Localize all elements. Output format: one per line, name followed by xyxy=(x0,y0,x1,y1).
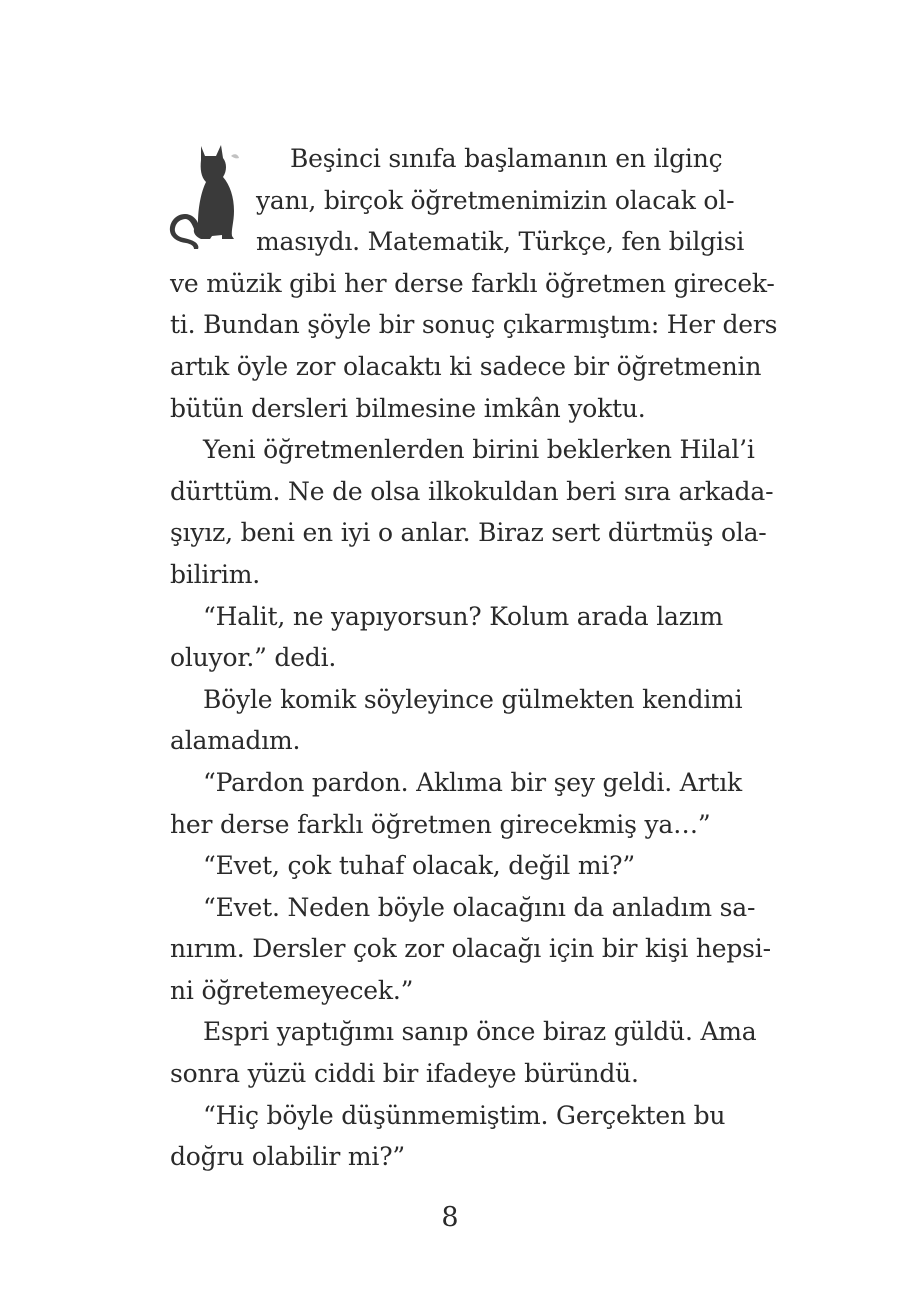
text-line: “Pardon pardon. Aklıma bir şey geldi. Artık xyxy=(203,767,742,797)
paragraph xyxy=(170,138,778,429)
text-line: şıyız, beni en iyi o anlar. Biraz sert dürtmüş ola- xyxy=(170,518,767,548)
text-line: alamadım. xyxy=(170,726,301,756)
text-line: sonra yüzü ciddi bir ifadeye büründü. xyxy=(170,1059,639,1089)
page-number: 8 xyxy=(441,1202,459,1233)
text-line: Espri yaptığımı sanıp önce biraz güldü. Ama xyxy=(203,1017,757,1047)
paragraph xyxy=(170,429,774,595)
text-line: yanı, birçok öğretmenimizin olacak ol- xyxy=(256,185,735,215)
body-text xyxy=(170,138,778,1178)
text-line: Beşinci sınıfa başlamanın en ilginç xyxy=(290,144,723,173)
text-line: bilirim. xyxy=(170,559,260,589)
paragraph xyxy=(170,679,743,762)
text-line: her derse farklı öğretmen girecekmiş ya…” xyxy=(170,809,711,839)
text-line: doğru olabilir mi?” xyxy=(170,1142,405,1172)
text-line: “Evet. Neden böyle olacağını da anladım sa- xyxy=(203,892,756,922)
paragraph xyxy=(170,1011,757,1094)
paragraph xyxy=(170,1095,726,1178)
text-line: ve müzik gibi her derse farklı öğretmen girecek- xyxy=(170,268,775,298)
paragraph xyxy=(170,845,715,887)
paragraph xyxy=(170,762,742,845)
text-line: Böyle komik söyleyince gülmekten kendimi xyxy=(203,684,743,714)
paragraph xyxy=(170,887,771,1012)
text-line: bütün dersleri bilmesine imkân yoktu. xyxy=(170,393,646,423)
text-line: artık öyle zor olacaktı ki sadece bir öğretmenin xyxy=(170,351,762,381)
text-line: masıydı. Matematik, Türkçe, fen bilgisi xyxy=(256,227,745,257)
text-line: ni öğretemeyecek.” xyxy=(170,975,414,1005)
text-line: oluyor.” dedi. xyxy=(170,643,337,673)
text-line: Yeni öğretmenlerden birini beklerken Hilal’i xyxy=(203,435,755,465)
text-line: ti. Bundan şöyle bir sonuç çıkarmıştım: Her ders xyxy=(170,310,778,340)
text-line: dürttüm. Ne de olsa ilkokuldan beri sıra arkada- xyxy=(170,476,774,506)
paragraph xyxy=(170,596,723,679)
text-line: “Hiç böyle düşünmemiştim. Gerçekten bu xyxy=(203,1100,726,1130)
text-line: nırım. Dersler çok zor olacağı için bir kişi hepsi- xyxy=(170,934,771,964)
text-line: “Halit, ne yapıyorsun? Kolum arada lazım xyxy=(203,601,723,631)
text-line: “Evet, çok tuhaf olacak, değil mi?” xyxy=(203,851,635,881)
